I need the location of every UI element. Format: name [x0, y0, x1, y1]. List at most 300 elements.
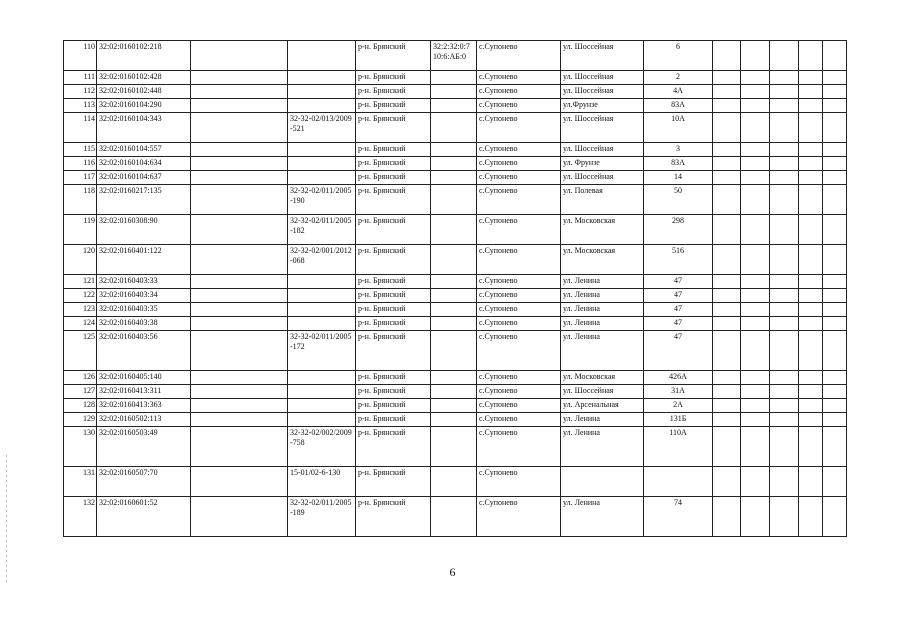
empty-cell: [799, 245, 823, 275]
table-row: [64, 371, 847, 385]
locality: с.Супонево: [477, 171, 561, 185]
empty-cell: [741, 215, 770, 245]
empty-cell: [823, 497, 847, 537]
empty-cell: [823, 371, 847, 385]
inventory-number: [431, 331, 477, 371]
row-number: 123: [64, 303, 97, 317]
empty-cell: [770, 71, 799, 85]
inventory-number: [431, 497, 477, 537]
inventory-number: [431, 113, 477, 143]
object-name: [191, 413, 288, 427]
empty-cell: [823, 185, 847, 215]
empty-cell: [799, 331, 823, 371]
empty-cell: [741, 113, 770, 143]
cadastral-number: 32:02:0160403:33: [97, 275, 191, 289]
empty-cell: [713, 71, 741, 85]
empty-cell: [741, 157, 770, 171]
inventory-number: [431, 99, 477, 113]
locality: с.Супонево: [477, 99, 561, 113]
empty-cell: [741, 303, 770, 317]
empty-cell: [770, 371, 799, 385]
empty-cell: [799, 427, 823, 467]
inventory-number: [431, 289, 477, 303]
registration-number: [288, 171, 356, 185]
empty-cell: [713, 41, 741, 71]
empty-cell: [823, 427, 847, 467]
house-number: 426А: [644, 371, 713, 385]
object-name: [191, 99, 288, 113]
locality: с.Супонево: [477, 427, 561, 467]
district: р-н. Брянский: [356, 275, 431, 289]
street: ул. Шоссейная: [561, 71, 644, 85]
district: р-н. Брянский: [356, 99, 431, 113]
table-row: [64, 99, 847, 113]
empty-cell: [823, 289, 847, 303]
empty-cell: [799, 113, 823, 143]
empty-cell: [741, 171, 770, 185]
row-number: 128: [64, 399, 97, 413]
registration-number: 32-32-02/011/2005-190: [288, 185, 356, 215]
empty-cell: [741, 371, 770, 385]
empty-cell: [770, 245, 799, 275]
row-number: 130: [64, 427, 97, 467]
empty-cell: [823, 41, 847, 71]
district: р-н. Брянский: [356, 467, 431, 497]
row-number: 112: [64, 85, 97, 99]
street: ул. Фрунзе: [561, 157, 644, 171]
empty-cell: [713, 427, 741, 467]
street: ул.Фрунзе: [561, 99, 644, 113]
district: р-н. Брянский: [356, 371, 431, 385]
table-row: [64, 185, 847, 215]
empty-cell: [823, 303, 847, 317]
table-row: [64, 171, 847, 185]
street: ул. Московская: [561, 371, 644, 385]
object-name: [191, 143, 288, 157]
table-row: [64, 289, 847, 303]
locality: с.Супонево: [477, 399, 561, 413]
empty-cell: [713, 497, 741, 537]
table-row: [64, 113, 847, 143]
table-row: [64, 331, 847, 371]
cadastral-number: 32:02:0160104:634: [97, 157, 191, 171]
scan-margin-mark: [6, 455, 7, 585]
empty-cell: [799, 71, 823, 85]
table-row: [64, 467, 847, 497]
house-number: 516: [644, 245, 713, 275]
row-number: 121: [64, 275, 97, 289]
registration-number: [288, 399, 356, 413]
street: ул. Ленина: [561, 317, 644, 331]
district: р-н. Брянский: [356, 399, 431, 413]
empty-cell: [741, 41, 770, 71]
cadastral-number: 32:02:0160308:90: [97, 215, 191, 245]
cadastral-number: 32:02:0160503:49: [97, 427, 191, 467]
empty-cell: [770, 303, 799, 317]
table-row: [64, 317, 847, 331]
district: р-н. Брянский: [356, 331, 431, 371]
inventory-number: [431, 215, 477, 245]
empty-cell: [823, 143, 847, 157]
registration-number: 15-01/02-6-130: [288, 467, 356, 497]
district: р-н. Брянский: [356, 385, 431, 399]
table-row: [64, 303, 847, 317]
cadastral-number: 32:02:0160401:122: [97, 245, 191, 275]
object-name: [191, 385, 288, 399]
street: ул. Московская: [561, 215, 644, 245]
street: ул. Ленина: [561, 331, 644, 371]
empty-cell: [770, 113, 799, 143]
registration-number: 32-32-02/011/2005-189: [288, 497, 356, 537]
empty-cell: [741, 399, 770, 413]
district: р-н. Брянский: [356, 427, 431, 467]
empty-cell: [770, 143, 799, 157]
empty-cell: [713, 113, 741, 143]
empty-cell: [823, 275, 847, 289]
row-number: 131: [64, 467, 97, 497]
registration-number: [288, 99, 356, 113]
empty-cell: [713, 185, 741, 215]
empty-cell: [799, 303, 823, 317]
house-number: 110А: [644, 427, 713, 467]
empty-cell: [713, 371, 741, 385]
cadastral-number: 32:02:0160507:70: [97, 467, 191, 497]
locality: с.Супонево: [477, 331, 561, 371]
house-number: 47: [644, 289, 713, 303]
empty-cell: [823, 245, 847, 275]
district: р-н. Брянский: [356, 497, 431, 537]
empty-cell: [770, 41, 799, 71]
empty-cell: [741, 71, 770, 85]
locality: с.Супонево: [477, 215, 561, 245]
row-number: 110: [64, 41, 97, 71]
cadastral-number: 32:02:0160217:135: [97, 185, 191, 215]
cadastral-number: 32:02:0160502:113: [97, 413, 191, 427]
empty-cell: [741, 289, 770, 303]
object-name: [191, 157, 288, 171]
district: р-н. Брянский: [356, 185, 431, 215]
registration-number: [288, 71, 356, 85]
table-row: [64, 85, 847, 99]
registration-number: [288, 413, 356, 427]
registration-number: [288, 317, 356, 331]
object-name: [191, 85, 288, 99]
object-name: [191, 497, 288, 537]
inventory-number: [431, 185, 477, 215]
empty-cell: [741, 427, 770, 467]
locality: с.Супонево: [477, 85, 561, 99]
empty-cell: [823, 215, 847, 245]
cadastral-number: 32:02:0160104:637: [97, 171, 191, 185]
street: ул. Шоссейная: [561, 385, 644, 399]
district: р-н. Брянский: [356, 85, 431, 99]
empty-cell: [713, 143, 741, 157]
inventory-number: [431, 157, 477, 171]
empty-cell: [741, 143, 770, 157]
empty-cell: [770, 385, 799, 399]
house-number: 14: [644, 171, 713, 185]
locality: с.Супонево: [477, 317, 561, 331]
empty-cell: [770, 99, 799, 113]
empty-cell: [713, 467, 741, 497]
registration-number: [288, 157, 356, 171]
cadastral-number: 32:02:0160403:35: [97, 303, 191, 317]
house-number: [644, 467, 713, 497]
empty-cell: [741, 497, 770, 537]
empty-cell: [799, 41, 823, 71]
locality: с.Супонево: [477, 143, 561, 157]
empty-cell: [823, 317, 847, 331]
empty-cell: [823, 71, 847, 85]
district: р-н. Брянский: [356, 303, 431, 317]
registration-number: [288, 143, 356, 157]
table-row: [64, 275, 847, 289]
cadastral-number: 32:02:0160405:140: [97, 371, 191, 385]
row-number: 120: [64, 245, 97, 275]
empty-cell: [799, 157, 823, 171]
empty-cell: [770, 289, 799, 303]
object-name: [191, 289, 288, 303]
cadastral-number: 32:02:0160104:557: [97, 143, 191, 157]
locality: с.Супонево: [477, 185, 561, 215]
registration-number: [288, 41, 356, 71]
page-number: 6: [449, 565, 456, 579]
house-number: 6: [644, 41, 713, 71]
house-number: 74: [644, 497, 713, 537]
house-number: 47: [644, 317, 713, 331]
table-row: [64, 413, 847, 427]
cadastral-number: 32:02:0160104:343: [97, 113, 191, 143]
empty-cell: [823, 399, 847, 413]
empty-cell: [713, 215, 741, 245]
inventory-number: [431, 143, 477, 157]
empty-cell: [713, 171, 741, 185]
property-register-table: [63, 40, 847, 537]
house-number: 3: [644, 143, 713, 157]
object-name: [191, 467, 288, 497]
cadastral-number: 32:02:0160403:34: [97, 289, 191, 303]
locality: с.Супонево: [477, 245, 561, 275]
street: ул. Московская: [561, 245, 644, 275]
empty-cell: [799, 85, 823, 99]
row-number: 118: [64, 185, 97, 215]
object-name: [191, 427, 288, 467]
empty-cell: [799, 185, 823, 215]
object-name: [191, 215, 288, 245]
street: ул. Ленина: [561, 497, 644, 537]
inventory-number: [431, 371, 477, 385]
cadastral-number: 32:02:0160102:428: [97, 71, 191, 85]
object-name: [191, 331, 288, 371]
register-rows: [64, 41, 847, 537]
cadastral-number: 32:02:0160102:218: [97, 41, 191, 71]
empty-cell: [741, 245, 770, 275]
empty-cell: [799, 99, 823, 113]
table-row: [64, 157, 847, 171]
empty-cell: [799, 289, 823, 303]
empty-cell: [713, 245, 741, 275]
empty-cell: [713, 385, 741, 399]
empty-cell: [799, 171, 823, 185]
empty-cell: [823, 331, 847, 371]
street: ул. Ленина: [561, 413, 644, 427]
empty-cell: [823, 171, 847, 185]
empty-cell: [823, 413, 847, 427]
empty-cell: [823, 99, 847, 113]
empty-cell: [713, 399, 741, 413]
row-number: 129: [64, 413, 97, 427]
row-number: 116: [64, 157, 97, 171]
empty-cell: [823, 85, 847, 99]
street: ул. Шоссейная: [561, 85, 644, 99]
house-number: 47: [644, 303, 713, 317]
street: ул. Ленина: [561, 303, 644, 317]
district: р-н. Брянский: [356, 215, 431, 245]
locality: с.Супонево: [477, 157, 561, 171]
inventory-number: [431, 171, 477, 185]
empty-cell: [713, 303, 741, 317]
registration-number: 32-32-02/002/2009-758: [288, 427, 356, 467]
empty-cell: [799, 371, 823, 385]
empty-cell: [741, 99, 770, 113]
object-name: [191, 245, 288, 275]
house-number: 83А: [644, 99, 713, 113]
street: ул. Арсенальная: [561, 399, 644, 413]
empty-cell: [770, 413, 799, 427]
district: р-н. Брянский: [356, 143, 431, 157]
row-number: 126: [64, 371, 97, 385]
empty-cell: [713, 85, 741, 99]
cadastral-number: 32:02:0160403:38: [97, 317, 191, 331]
cadastral-number: 32:02:0160413:363: [97, 399, 191, 413]
table-row: [64, 71, 847, 85]
empty-cell: [741, 467, 770, 497]
cadastral-number: 32:02:0160102:448: [97, 85, 191, 99]
inventory-number: [431, 427, 477, 467]
empty-cell: [823, 113, 847, 143]
empty-cell: [799, 497, 823, 537]
empty-cell: [799, 275, 823, 289]
registration-number: 32-32-02/001/2012-068: [288, 245, 356, 275]
empty-cell: [770, 171, 799, 185]
object-name: [191, 113, 288, 143]
empty-cell: [713, 413, 741, 427]
object-name: [191, 71, 288, 85]
empty-cell: [741, 317, 770, 331]
house-number: 47: [644, 331, 713, 371]
locality: с.Супонево: [477, 303, 561, 317]
empty-cell: [741, 185, 770, 215]
object-name: [191, 185, 288, 215]
empty-cell: [770, 427, 799, 467]
district: р-н. Брянский: [356, 245, 431, 275]
row-number: 124: [64, 317, 97, 331]
house-number: 2: [644, 71, 713, 85]
locality: с.Супонево: [477, 289, 561, 303]
inventory-number: [431, 85, 477, 99]
house-number: 131Б: [644, 413, 713, 427]
empty-cell: [770, 497, 799, 537]
object-name: [191, 399, 288, 413]
empty-cell: [770, 85, 799, 99]
object-name: [191, 303, 288, 317]
district: р-н. Брянский: [356, 41, 431, 71]
row-number: 127: [64, 385, 97, 399]
table-row: [64, 385, 847, 399]
cadastral-number: 32:02:0160403:56: [97, 331, 191, 371]
empty-cell: [770, 399, 799, 413]
inventory-number: [431, 413, 477, 427]
inventory-number: [431, 71, 477, 85]
empty-cell: [713, 275, 741, 289]
empty-cell: [741, 331, 770, 371]
house-number: 83А: [644, 157, 713, 171]
object-name: [191, 171, 288, 185]
street: ул. Шоссейная: [561, 113, 644, 143]
row-number: 113: [64, 99, 97, 113]
empty-cell: [741, 385, 770, 399]
empty-cell: [799, 467, 823, 497]
empty-cell: [799, 317, 823, 331]
empty-cell: [823, 467, 847, 497]
inventory-number: [431, 385, 477, 399]
registration-number: [288, 371, 356, 385]
locality: с.Супонево: [477, 467, 561, 497]
table-row: [64, 215, 847, 245]
locality: с.Супонево: [477, 497, 561, 537]
empty-cell: [799, 413, 823, 427]
locality: с.Супонево: [477, 71, 561, 85]
empty-cell: [770, 467, 799, 497]
empty-cell: [713, 317, 741, 331]
object-name: [191, 275, 288, 289]
inventory-number: [431, 245, 477, 275]
row-number: 111: [64, 71, 97, 85]
locality: с.Супонево: [477, 385, 561, 399]
house-number: 4А: [644, 85, 713, 99]
locality: с.Супонево: [477, 113, 561, 143]
registration-number: [288, 85, 356, 99]
district: р-н. Брянский: [356, 113, 431, 143]
object-name: [191, 41, 288, 71]
district: р-н. Брянский: [356, 289, 431, 303]
registration-number: [288, 289, 356, 303]
house-number: 31А: [644, 385, 713, 399]
empty-cell: [770, 157, 799, 171]
table-row: [64, 41, 847, 71]
empty-cell: [713, 331, 741, 371]
district: р-н. Брянский: [356, 317, 431, 331]
empty-cell: [713, 289, 741, 303]
cadastral-number: 32:02:0160601:52: [97, 497, 191, 537]
row-number: 122: [64, 289, 97, 303]
row-number: 132: [64, 497, 97, 537]
street: ул. Полевая: [561, 185, 644, 215]
street: ул. Шоссейная: [561, 41, 644, 71]
empty-cell: [823, 157, 847, 171]
locality: с.Супонево: [477, 413, 561, 427]
table-row: [64, 245, 847, 275]
empty-cell: [770, 275, 799, 289]
empty-cell: [770, 317, 799, 331]
empty-cell: [713, 99, 741, 113]
registration-number: 32-32-02/011/2005-182: [288, 215, 356, 245]
empty-cell: [741, 85, 770, 99]
district: р-н. Брянский: [356, 71, 431, 85]
house-number: 10А: [644, 113, 713, 143]
locality: с.Супонево: [477, 275, 561, 289]
empty-cell: [823, 385, 847, 399]
